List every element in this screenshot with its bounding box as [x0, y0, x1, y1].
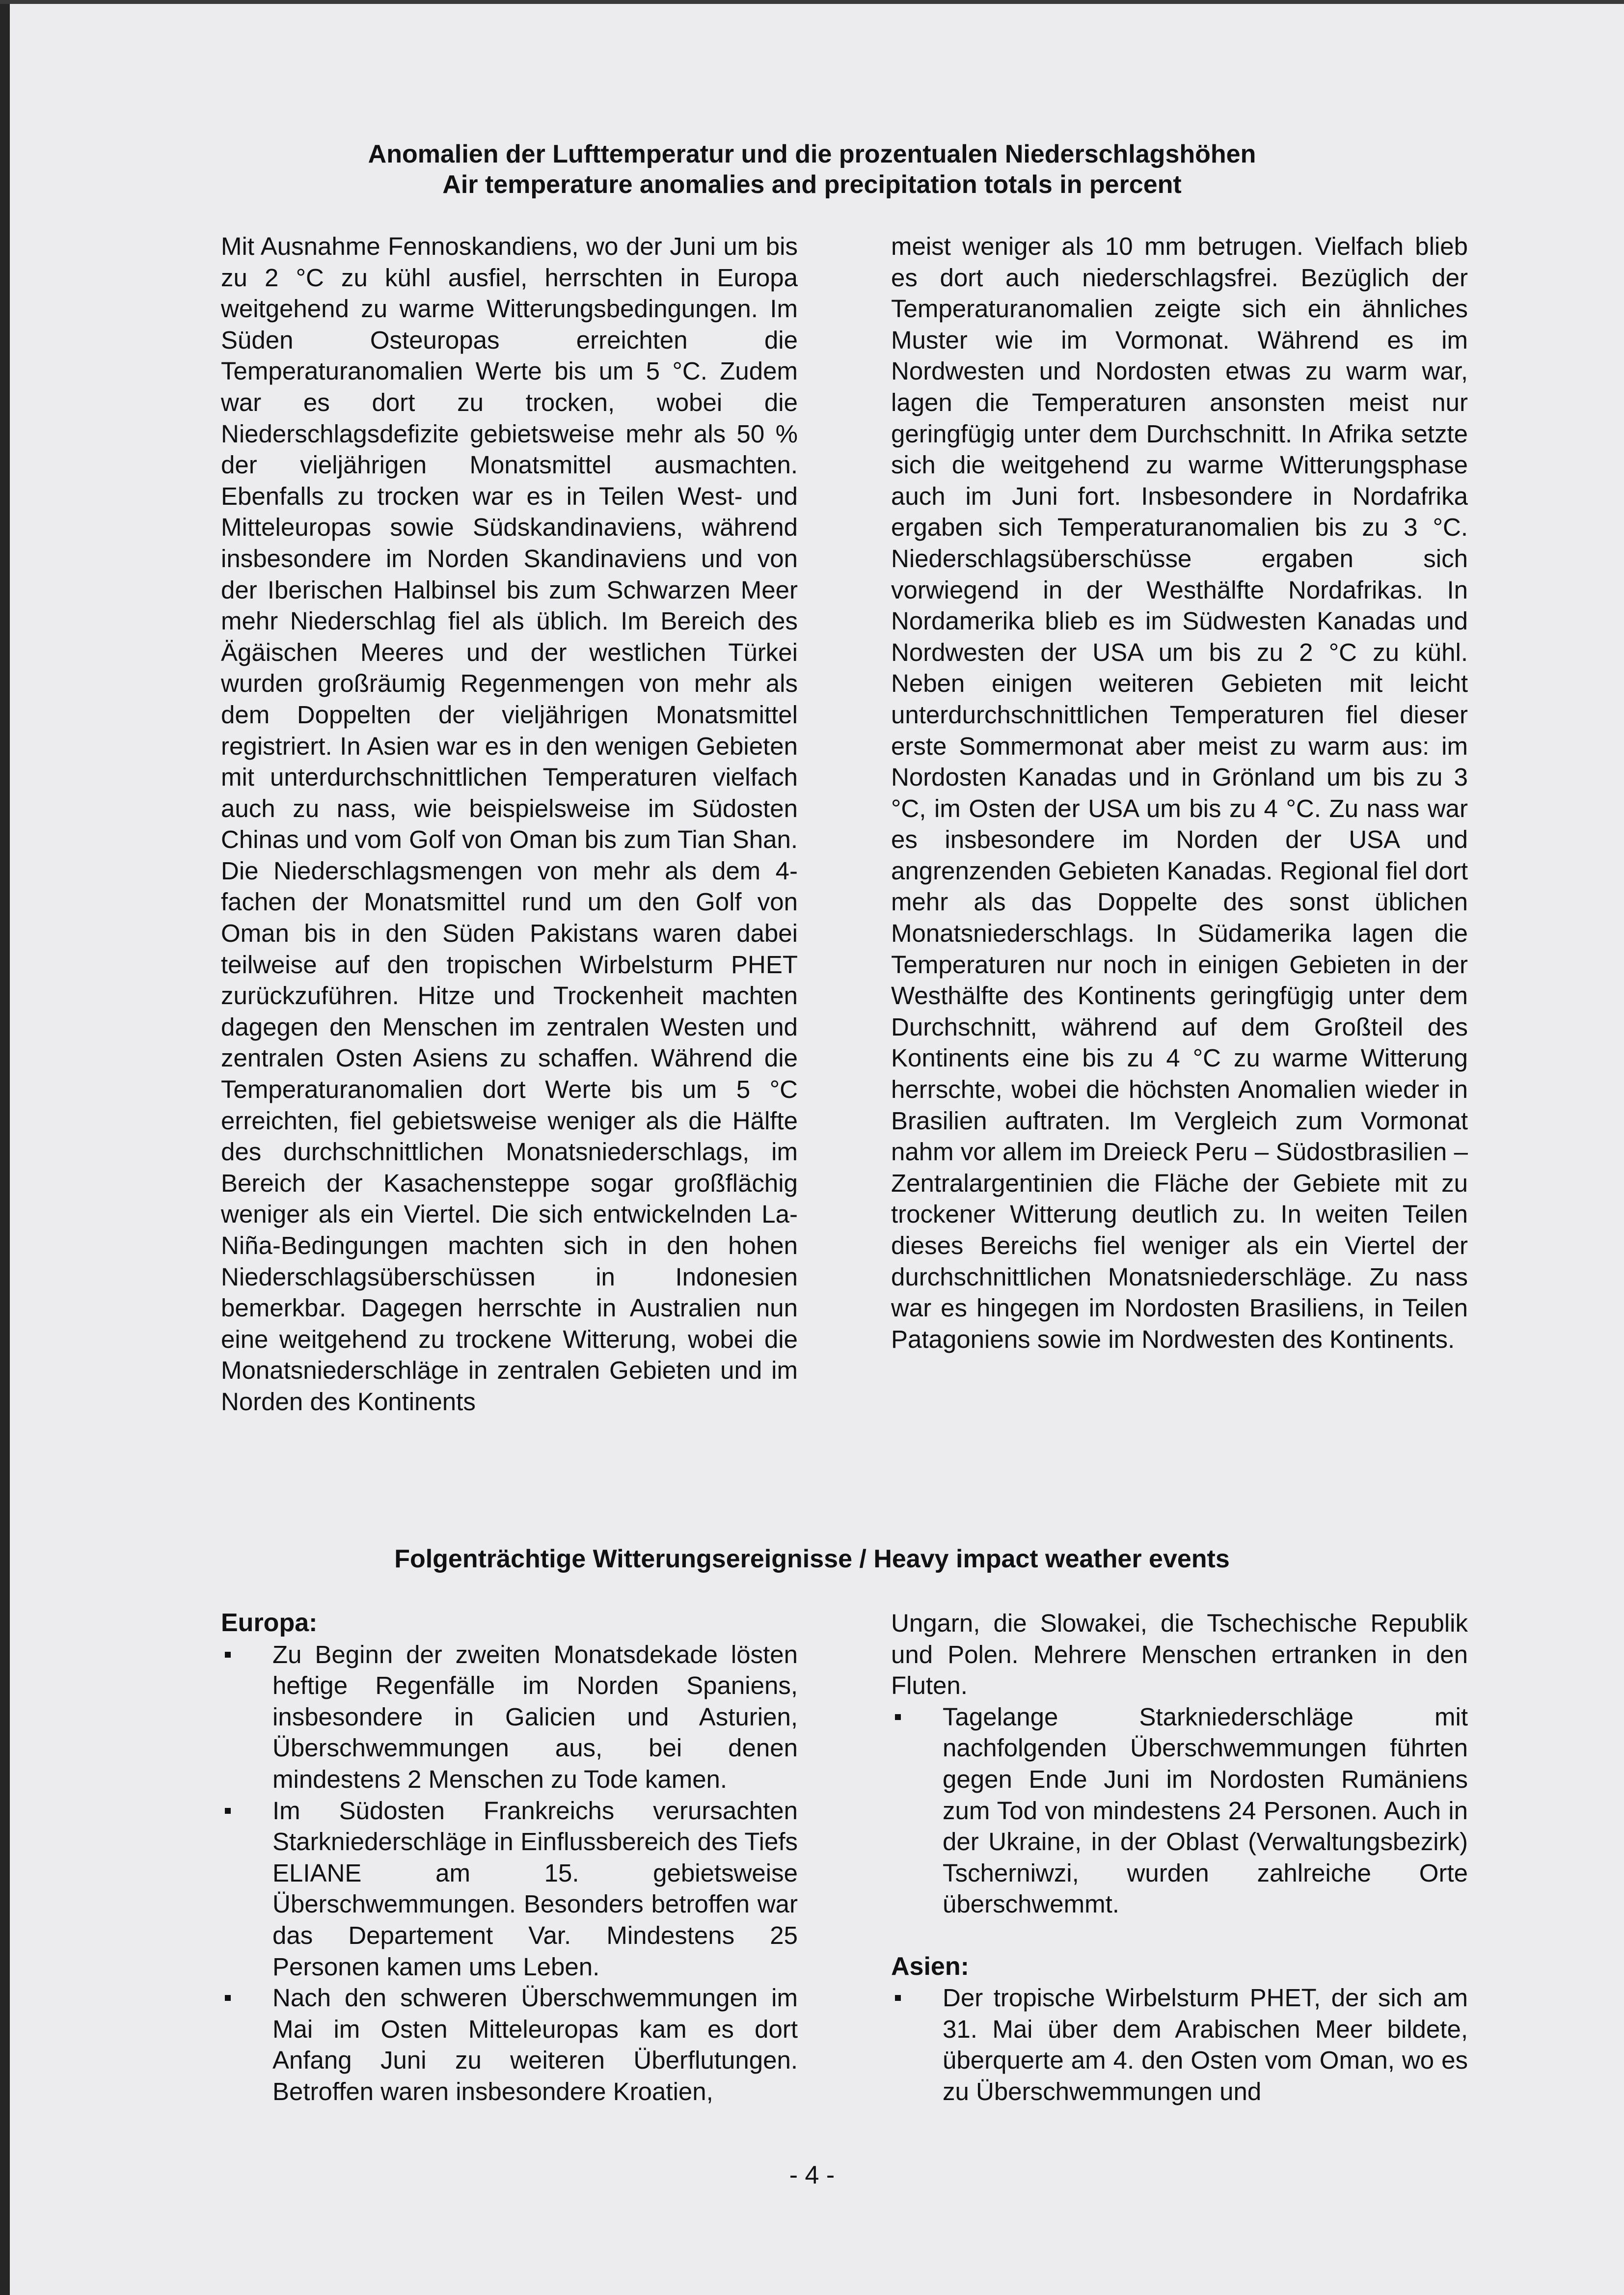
title-english: Air temperature anomalies and precipitation totals in percent [442, 170, 1182, 199]
region-label-europe: Europa: [221, 1609, 318, 1637]
europe-event-list-continued [891, 1701, 1468, 1920]
events-column-right [891, 1608, 1468, 2107]
body-paragraph-left: Mit Ausnahme Fennoskandiens, wo der Juni um bis zu 2 °C zu kühl ausfiel, herrschten in Europa weitgehend zu warme Witterungsbedingungen. Im Süden Osteuropas erreichten die Temperaturanomalien Werte bis um 5 °C. Zudem war es dort zu trocken, wobei die Niederschlagsdefizite gebietsweise mehr als 50 % der vieljährigen Monatsmittel ausmachten. Ebenfalls zu trocken war es in Teilen West- und Mitteleuropas sowie Südskandinaviens, während insbesondere im Norden Skandinaviens und von der Iberischen Halbinsel bis zum Schwarzen Meer mehr Niederschlag fiel als üblich. Im Bereich des Ägäischen Meeres und der westlichen Türkei wurden großräumig Regenmengen von mehr als dem Doppelten der vieljährigen Monatsmittel registriert. In Asien war es in den wenigen Gebieten mit unterdurchschnittlichen Temperaturen vielfach auch zu nass, wie beispielsweise im Südosten Chinas und vom Golf von Oman bis zum Tian Shan. Die Niederschlagsmengen von mehr als dem 4-fachen der Monatsmittel rund um den Golf von Oman bis in den Süden Pakistans waren dabei teilweise auf den tropischen Wirbelsturm PHET zurückzuführen. Hitze und Trockenheit machten dagegen den Menschen im zentralen Westen und zentralen Osten Asiens zu schaffen. Während die Temperaturanomalien dort Werte bis um 5 °C erreichten, fiel gebietsweise weniger als die Hälfte des durchschnittlichen Monatsniederschlags, im Bereich der Kasachensteppe sogar großflächig weniger als ein Viertel. Die sich entwickelnden La-Niña-Bedingungen machten sich in den hohen Niederschlagsüberschüssen in Indonesien bemerkbar. Dagegen herrschte in Australien nun eine weitgehend zu trockene Witterung, wobei die Monatsniederschläge in zentralen Gebieten und im Norden des Kontinents [221, 232, 798, 1416]
region-label-asia: Asien: [891, 1952, 969, 1981]
events-column-left [221, 1608, 798, 2107]
event-item: Tagelange Starkniederschläge mit nachfolgenden Überschwemmungen führten gegen Ende Juni im Nordosten Rumäniens zum Tod von mindestens 24 Personen. Auch in der Ukraine, in der Oblast (Verwaltungsbezirk) Tscherniwzi, wurden zahlreiche Orte überschwemmt. [891, 1701, 1468, 1920]
page-number: - 4 - [789, 2161, 835, 2189]
event-item: Nach den schweren Überschwemmungen im Mai im Osten Mitteleuropas kam es dort Anfang Juni zu weiteren Überflutungen. Betroffen waren insbesondere Kroatien, [221, 1982, 798, 2107]
europe-event-list [221, 1639, 798, 2107]
events-heading: Folgenträchtige Witterungsereignisse / Heavy impact weather events [394, 1545, 1230, 1573]
body-column-left [221, 231, 798, 1418]
body-column-right [891, 231, 1468, 1355]
title-german: Anomalien der Lufttemperatur und die prozentualen Niederschlagshöhen [368, 140, 1256, 168]
spacer [891, 1920, 1468, 1951]
event-item-continuation: Ungarn, die Slowakei, die Tschechische Republik und Polen. Mehrere Menschen ertranken in den Fluten. [891, 1609, 1468, 1700]
event-item: Der tropische Wirbelsturm PHET, der sich am 31. Mai über dem Arabischen Meer bildete, überquerte am 4. den Osten vom Oman, wo es zu Überschwemmungen und [891, 1982, 1468, 2107]
asia-event-list [891, 1982, 1468, 2107]
event-item: Zu Beginn der zweiten Monatsdekade lösten heftige Regenfälle im Norden Spaniens, insbesondere in Galicien und Asturien, Überschwemmungen aus, bei denen mindestens 2 Menschen zu Tode kamen. [221, 1639, 798, 1795]
body-paragraph-right: meist weniger als 10 mm betrugen. Vielfach blieb es dort auch niederschlagsfrei. Bezüglich der Temperaturanomalien zeigte sich ein ähnliches Muster wie im Vormonat. Während es im Nordwesten und Nordosten etwas zu warm war, lagen die Temperaturen ansonsten meist nur geringfügig unter dem Durchschnitt. In Afrika setzte sich die weitgehend zu warme Witterungsphase auch im Juni fort. Insbesondere in Nordafrika ergaben sich Temperaturanomalien bis zu 3 °C. Niederschlagsüberschüsse ergaben sich vorwiegend in der Westhälfte Nordafrikas. In Nordamerika blieb es im Südwesten Kanadas und Nordwesten der USA um bis zu 2 °C zu kühl. Neben einigen weiteren Gebieten mit leicht unterdurchschnittlichen Temperaturen fiel dieser erste Sommermonat aber meist zu warm aus: im Nordosten Kanadas und in Grönland um bis zu 3 °C, im Osten der USA um bis zu 4 °C. Zu nass war es insbesondere im Norden der USA und angrenzenden Gebieten Kanadas. Regional fiel dort mehr als das Doppelte des sonst üblichen Monatsniederschlags. In Südamerika lagen die Temperaturen nur noch in einigen Gebieten in der Westhälfte des Kontinents geringfügig unter dem Durchschnitt, während auf dem Großteil des Kontinents eine bis zu 4 °C zu warme Witterung herrschte, wobei die höchsten Anomalien wieder in Brasilien auftraten. Im Vergleich zum Vormonat nahm vor allem im Dreieck Peru – Südostbrasilien – Zentralargentinien die Fläche der Gebiete mit zu trockener Witterung deutlich zu. In weiten Teilen dieses Bereichs fiel weniger als ein Viertel der durchschnittlichen Monatsniederschläge. Zu nass war es hingegen im Nordosten Brasiliens, in Teilen Patagoniens sowie im Nordwesten des Kontinents. [891, 232, 1468, 1353]
event-item: Im Südosten Frankreichs verursachten Starkniederschläge in Einflussbereich des Tiefs ELIANE am 15. gebietsweise Überschwemmungen. Besonders betroffen war das Departement Var. Mindestens 25 Personen kamen ums Leben. [221, 1795, 798, 1983]
